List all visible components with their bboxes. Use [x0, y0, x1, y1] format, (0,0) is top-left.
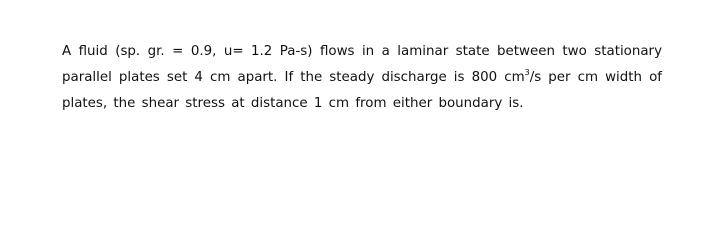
- problem-line-2-text: parallel plates set 4 cm apart. If the steady discharge is 800 cm: [62, 70, 525, 85]
- problem-statement: [62, 39, 662, 117]
- problem-line-3: plates, the shear stress at distance 1 cm from either boundary is.: [62, 96, 524, 111]
- problem-line-1: A fluid (sp. gr. = 0.9, u= 1.2 Pa-s) flows in a laminar state between two stationary: [62, 44, 662, 59]
- problem-line-2: [62, 65, 662, 91]
- problem-line-2-text-end: /s per cm width of: [529, 70, 662, 85]
- cubic-superscript: 3: [524, 68, 530, 77]
